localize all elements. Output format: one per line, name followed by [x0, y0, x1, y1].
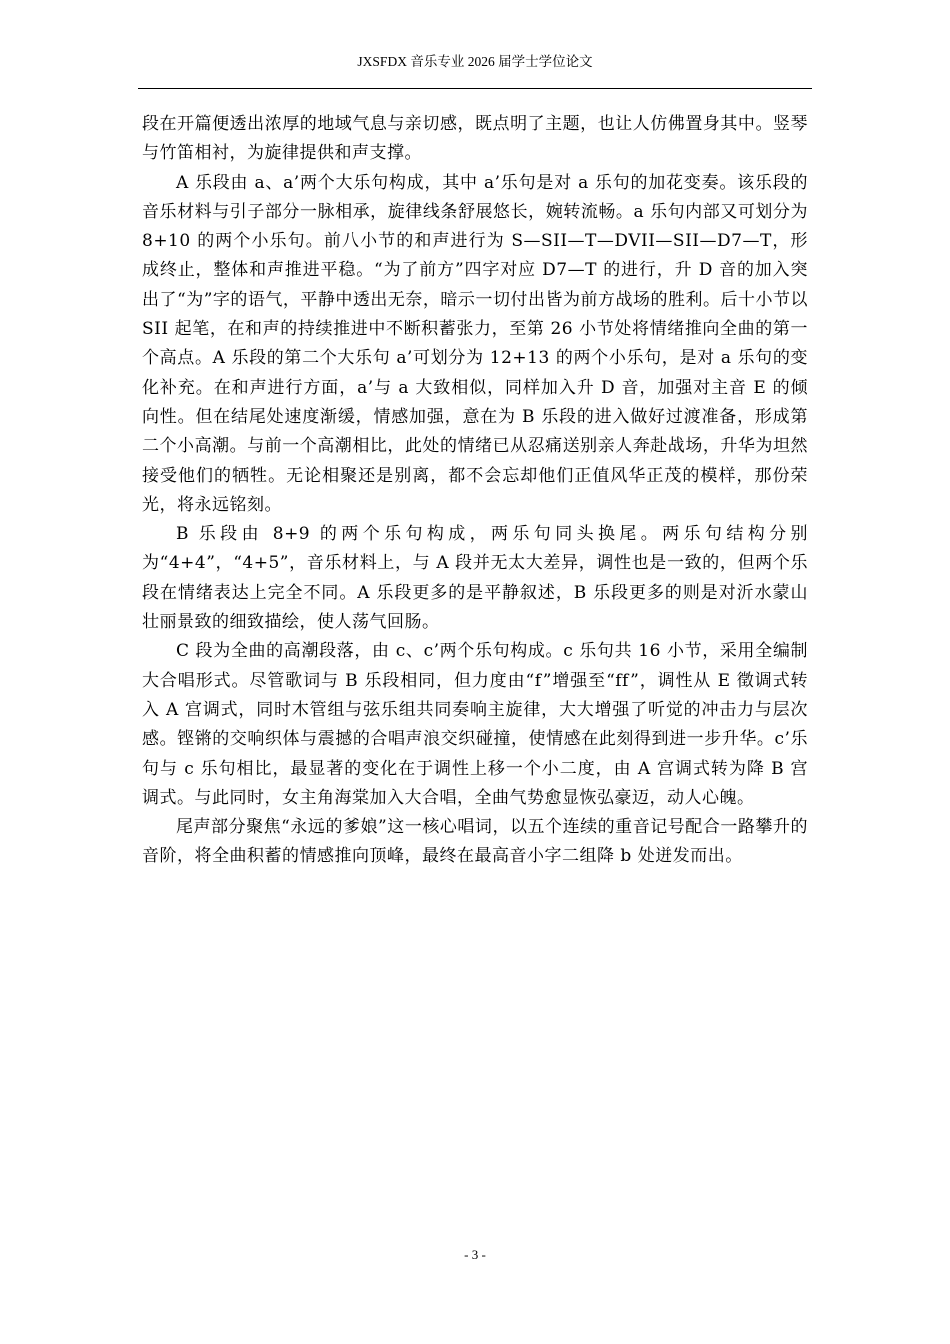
paragraph: A 乐段由 a、a’两个大乐句构成，其中 a’乐句是对 a 乐句的加花变奏。该乐段的音乐材料与引子部分一脉相承，旋律线条舒展悠长，婉转流畅。a 乐句内部又可划分为 8+10 的两个小乐句。前八小节的和声进行为 S—SII—T—DVII—SII—D7—T，形成终止，整体和声推进平稳。“为了前方”四字对应 D7—T 的进行，升 D 音的加入突出了“为”字的语气，平静中透出无奈，暗示一切付出皆为前方战场的胜利。后十小节以 SII 起笔，在和声的持续推进中不断积蓄张力，至第 26 小节处将情绪推向全曲的第一个高点。A 乐段的第二个大乐句 a’可划分为 12+13 的两个小乐句，是对 a 乐句的变化补充。在和声进行方面，a’与 a 大致相似，同样加入升 D 音，加强对主音 E 的倾向性。但在结尾处速度渐缓，情感加强，意在为 B 乐段的进入做好过渡准备，形成第二个小高潮。与前一个高潮相比，此处的情绪已从忍痛送别亲人奔赴战场，升华为坦然接受他们的牺牲。无论相聚还是别离，都不会忘却他们正值风华正茂的模样，那份荣光，将永远铭刻。 — [142, 172, 808, 515]
page-number: - 3 - — [464, 1247, 486, 1262]
paragraph: B 乐段由 8+9 的两个乐句构成，两乐句同头换尾。两乐句结构分别为“4+4”，“4+5”，音乐材料上，与 A 段并无太大差异，调性也是一致的，但两个乐段在情绪表达上完全不同。A 乐段更多的是平静叙述，B 乐段更多的则是对沂水蒙山壮丽景致的细致描绘，使人荡气回肠。 — [142, 524, 808, 633]
body-text — [142, 110, 808, 872]
header-rule — [138, 88, 812, 89]
paragraph: C 段为全曲的高潮段落，由 c、c’两个乐句构成。c 乐句共 16 小节，采用全编制大合唱形式。尽管歌词与 B 乐段相同，但力度由“f”增强至“ff”，调性从 E 徵调式转入 A 宫调式，同时木管组与弦乐组共同奏响主旋律，大大增强了听觉的冲击力与层次感。铿锵的交响织体与震撼的合唱声浪交织碰撞，使情感在此刻得到进一步升华。c’乐句与 c 乐句相比，最显著的变化在于调性上移一个小二度，由 A 宫调式转为降 B 宫调式。与此同时，女主角海棠加入大合唱，全曲气势愈显恢弘豪迈，动人心魄。 — [142, 641, 808, 808]
paragraph: 段在开篇便透出浓厚的地域气息与亲切感，既点明了主题，也让人仿佛置身其中。竖琴与竹笛相衬，为旋律提供和声支撑。 — [142, 114, 808, 164]
paragraph: 尾声部分聚焦“永远的爹娘”这一核心唱词，以五个连续的重音记号配合一路攀升的音阶，将全曲积蓄的情感推向顶峰，最终在最高音小字二组降 b 处迸发而出。 — [142, 817, 808, 867]
running-header: JXSFDX 音乐专业 2026 届学士学位论文 — [357, 54, 593, 69]
